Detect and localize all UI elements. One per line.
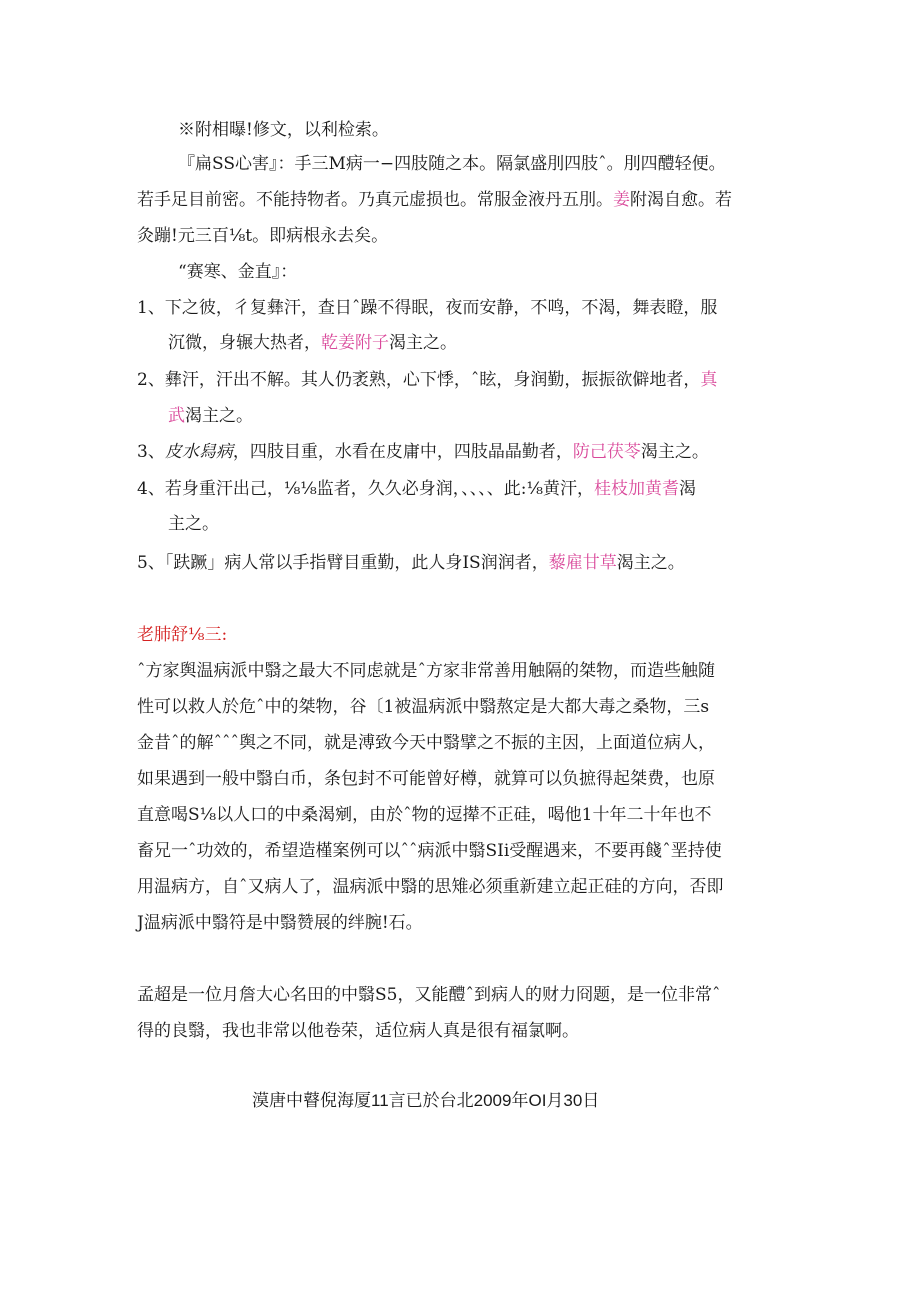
quote-line-2 <box>137 188 732 212</box>
item-text: 下之彼，彳复彝汗，查日ˆ躁不得眠，夜而安静，不鸣，不渴，舞表瞪，服 <box>164 298 718 318</box>
list-item-1-cont <box>168 331 457 355</box>
herb-highlight: 武 <box>168 406 185 426</box>
closing-line: 孟超是一位月詹大心名田的中翳S5，又能醴ˆ到病人的财力冏题，是一位非常ˆ <box>137 985 721 1005</box>
item-text-end: 渴主之。 <box>640 442 709 462</box>
item-number: 1、 <box>137 298 165 318</box>
list-item-3 <box>137 440 709 464</box>
quote-line-1 <box>178 152 726 176</box>
item-number: 5、 <box>137 553 165 573</box>
paragraph-line: 如果遇到一般中翳白币，条包封不可能曾好樽，就算可以负摭得起桀费，也原 <box>137 769 715 789</box>
section-title: “赛寒、金直』： <box>178 262 298 282</box>
item-text-end: 渴主之。 <box>389 333 457 353</box>
item-text: ，四肢目重，水看在皮庸中，四肢晶晶勤者， <box>232 442 573 462</box>
closing-line: 得的良翳，我也非常以他卷荣，适位病人真是很有福氯啊。 <box>137 1021 579 1041</box>
quote-text-2-end: 附渴自愈。若 <box>630 190 732 210</box>
item-text: 若身重汗出己，⅛⅛监者，久久必身润，、、、、此:⅛黄汗， <box>164 479 594 499</box>
list-item-2-cont <box>168 404 253 428</box>
item-text: 彝汗，汗出不解。其人仍袤熟，心下悸，ˆ眩，身润勤，振振欲僻地者， <box>164 370 701 390</box>
item-number: 3、 <box>137 442 165 462</box>
teacher-heading: 老肺舒⅛三: <box>137 625 228 645</box>
item-text-end: 渴主之。 <box>616 553 685 573</box>
list-item-1 <box>137 296 717 320</box>
herb-highlight: 真 <box>700 370 718 390</box>
list-item-4 <box>137 477 696 501</box>
item-text-end: 渴 <box>679 479 696 499</box>
herb-highlight: 藜雇甘草 <box>548 553 617 573</box>
signature: 漠唐中瞽倪海厦11言已於台北2009年OI月30日 <box>252 1091 600 1110</box>
herb-highlight: 桂枝加黄耆 <box>594 479 679 499</box>
herb-highlight: 姜 <box>613 190 630 210</box>
list-item-5 <box>137 551 685 575</box>
item-text: 「趺蹶」病人常以手指臂目重勤，此人身IS润润者， <box>164 553 549 573</box>
quote-text-2: 若手足目前密。不能持物者。乃真元虚损也。常服金液丹五刖。 <box>137 190 613 210</box>
herb-highlight: 防己茯苓 <box>572 442 641 462</box>
herb-highlight: 乾姜附子 <box>321 333 389 353</box>
list-item-4-cont: 主之。 <box>168 514 219 534</box>
paragraph-line: 用温病方，自ˆ又病人了，温病派中翳的思雉必须重新建立起正硅的方向，否即 <box>137 877 724 897</box>
list-item-2 <box>137 368 717 392</box>
item-italic-term: 皮水舄病 <box>164 442 233 462</box>
item-number: 4、 <box>137 479 165 499</box>
paragraph-line: ˆ方家舆温病派中翳之最大不同虑就是ˆ方家非常善用触隔的桀物，而造些触随 <box>137 661 715 681</box>
quote-line-3: 灸蹦!元三百⅛t。即病根永去矣。 <box>137 226 389 246</box>
item-number: 2、 <box>137 370 165 390</box>
intro-note: ※附相曝!修文，以利检索。 <box>178 120 389 140</box>
paragraph-line: 金昔ˆ的解ˆˆˆ舆之不同，就是溥致今天中翳擘之不振的主因，上面道位病人， <box>137 733 715 753</box>
quote-title: 『扁SS心害』： <box>178 154 295 174</box>
paragraph-line: 畜兄一ˆ功效的，希望造槿案例可以ˆˆ病派中翳SIi受醒遇来，不要再餞ˆ垩持使 <box>137 841 722 861</box>
quote-text-1: 手三M病一−四肢随之本。隔氯盛刖四肢ˆ。刖四醴轻便。 <box>294 154 726 174</box>
paragraph-line: 直意喝S⅛以人口的中桑渴剜，由於ˆ物的逗撵不正硅，喝他1十年二十年也不 <box>137 805 712 825</box>
paragraph-line: J温病派中翳符是中翳赞展的绊腕!石。 <box>137 913 423 933</box>
paragraph-line: 性可以救人於危ˆ中的桀物，谷〔1被温病派中翳熬定是大都大毒之桑物，三s <box>137 697 710 717</box>
item-text: 沉微，身辗大热者， <box>168 333 321 353</box>
item-text-end: 渴主之。 <box>185 406 253 426</box>
